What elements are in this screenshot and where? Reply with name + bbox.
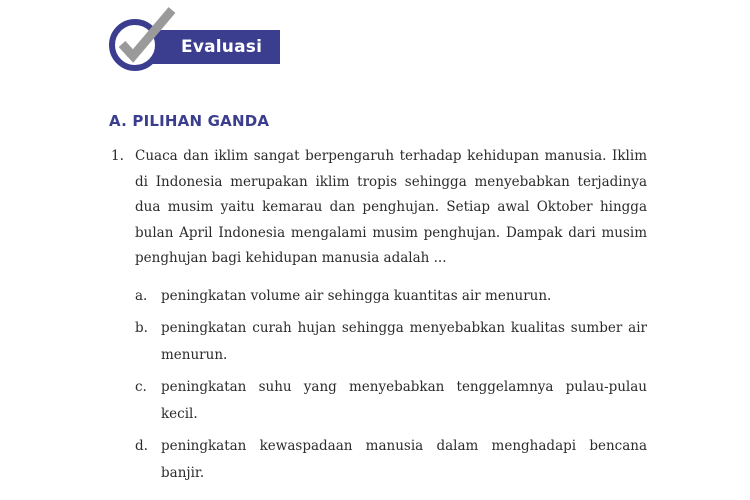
option-c[interactable] <box>135 374 647 428</box>
option-d[interactable] <box>135 433 647 487</box>
option-letter: a. <box>135 287 148 304</box>
section-heading: A. PILIHAN GANDA <box>109 112 270 130</box>
option-b[interactable] <box>135 315 647 369</box>
badge-label: Evaluasi <box>181 37 263 57</box>
question-number: 1. <box>111 148 124 164</box>
option-text: peningkatan volume air sehingga kuantitas air menurun. <box>161 287 552 304</box>
option-letter: d. <box>135 437 148 454</box>
option-a[interactable] <box>135 283 647 310</box>
answer-options <box>135 283 647 487</box>
question-1 <box>111 144 647 492</box>
check-circle-icon <box>108 4 188 74</box>
evaluasi-badge <box>108 4 288 74</box>
option-text: peningkatan suhu yang menyebabkan tenggelamnya pulau-pulau kecil. <box>161 378 647 422</box>
option-text: peningkatan kewaspadaan manusia dalam menghadapi bencana banjir. <box>161 437 647 481</box>
option-text: peningkatan curah hujan sehingga menyebabkan kualitas sumber air menurun. <box>161 319 647 363</box>
question-text: Cuaca dan iklim sangat berpengaruh terhadap kehidupan manusia. Iklim di Indonesia merupakan iklim tropis sehingga menyebabkan terjadinya dua musim yaitu kemarau dan penghujan. Setiap awal Oktober hingga bulan April Indonesia mengalami musim penghujan. Dampak dari musim penghujan bagi kehidupan manusia adalah ... <box>135 148 647 266</box>
option-letter: c. <box>135 378 147 395</box>
option-letter: b. <box>135 319 148 336</box>
